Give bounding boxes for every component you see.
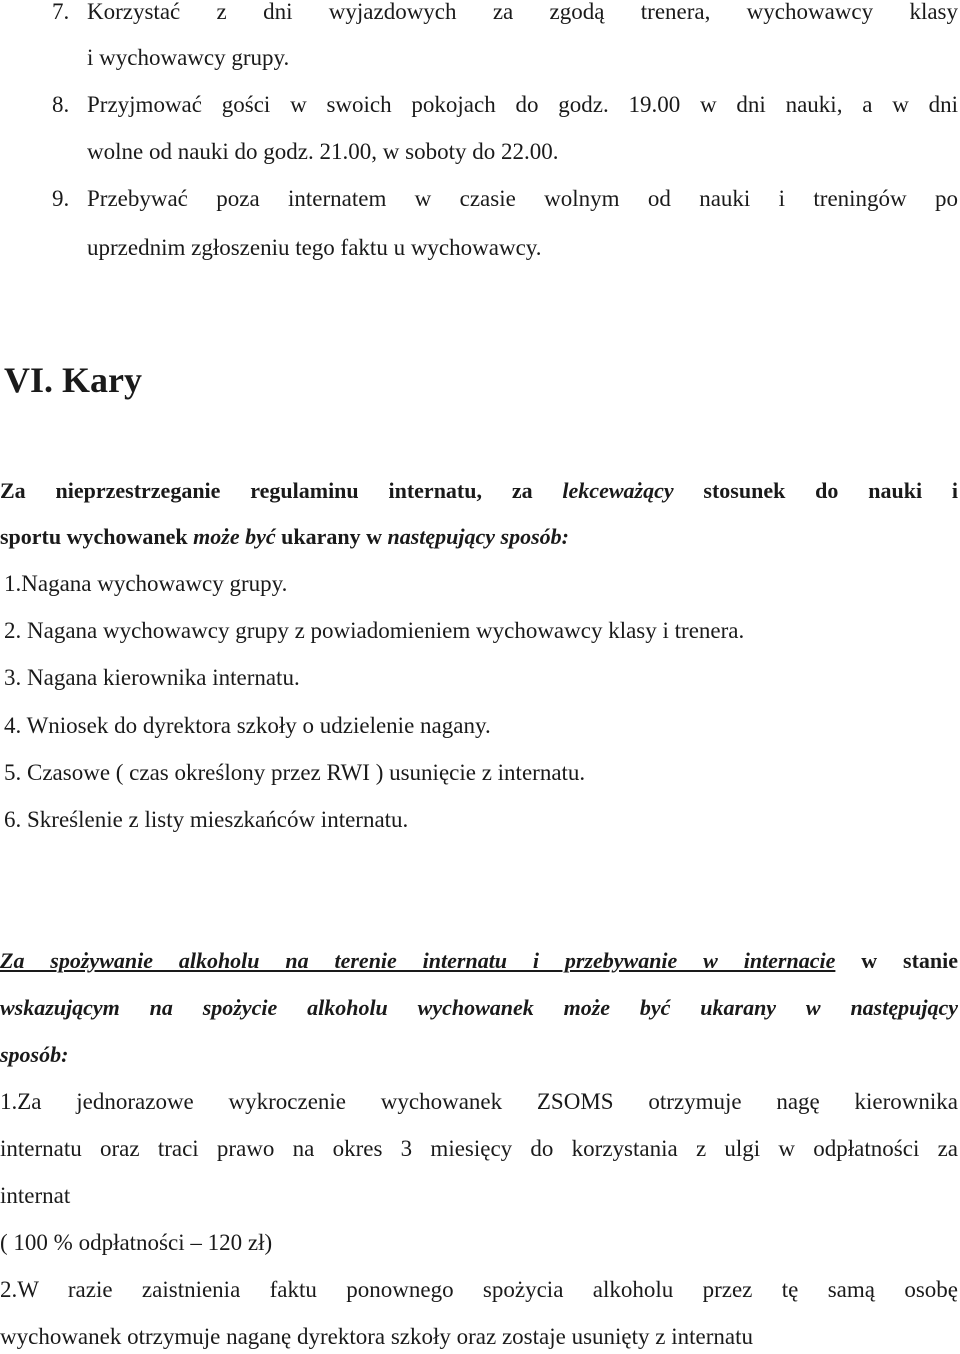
rule-8-line-1 xyxy=(52,91,958,119)
para1-l2-a: sportu wychowanek xyxy=(0,524,194,549)
para2-line-1 xyxy=(0,947,958,975)
para1-l1-b: lekceważący xyxy=(562,478,674,503)
penalty-4: 4. Wniosek do dyrektora szkoły o udzielenie nagany. xyxy=(4,713,491,738)
para1-l1-c: stosunek do nauki i xyxy=(673,478,958,503)
rule-9-text: Przebywać poza internatem w czasie wolnym od nauki i treningów po xyxy=(87,186,958,211)
para2-l1-b: w stanie xyxy=(835,948,959,973)
rule-9-number: 9. xyxy=(52,186,70,211)
penalty-3: 3. Nagana kierownika internatu. xyxy=(4,665,300,690)
para1-line-2 xyxy=(0,523,569,551)
rule-7-text: Korzystać z dni wyjazdowych za zgodą trenera, wychowawcy klasy xyxy=(87,0,958,24)
para1-l2-c: ukarany w xyxy=(275,524,388,549)
para1-l2-d: następujący sposób: xyxy=(387,524,569,549)
para2-line-2 xyxy=(0,994,958,1022)
penalty-5: 5. Czasowe ( czas określony przez RWI ) usunięcie z internatu. xyxy=(4,760,586,785)
alcohol-p1-line-2: internatu oraz traci prawo na okres 3 miesięcy do korzystania z ulgi w odpłatności za xyxy=(0,1136,958,1161)
alcohol-p2-line-1: 2.W razie zaistnienia faktu ponownego spożycia alkoholu przez tę samą osobę xyxy=(0,1277,958,1302)
para2-l1-a: Za spożywanie alkoholu na terenie internatu i przebywanie w internacie xyxy=(0,948,836,973)
alcohol-p1-line-4: ( 100 % odpłatności – 120 zł) xyxy=(0,1230,273,1255)
rule-8-text: Przyjmować gości w swoich pokojach do godz. 19.00 w dni nauki, a w dni xyxy=(87,92,958,117)
para2-l3: sposób: xyxy=(0,1042,69,1067)
section-heading: VI. Kary xyxy=(4,360,142,400)
rule-9-line-2: uprzednim zgłoszeniu tego faktu u wychowawcy. xyxy=(87,235,542,260)
penalty-2: 2. Nagana wychowawcy grupy z powiadomieniem wychowawcy klasy i trenera. xyxy=(4,618,745,643)
penalty-1: 1.Nagana wychowawcy grupy. xyxy=(4,571,288,596)
rule-7-line-2: i wychowawcy grupy. xyxy=(87,45,290,70)
alcohol-p2-line-2: wychowanek otrzymuje naganę dyrektora szkoły oraz zostaje usunięty z internatu xyxy=(0,1324,753,1349)
para2-l2: wskazującym na spożycie alkoholu wychowanek może być ukarany w następujący xyxy=(0,995,958,1020)
para1-l2-b: może być xyxy=(193,524,276,549)
penalty-6: 6. Skreślenie z listy mieszkańców internatu. xyxy=(4,807,409,832)
alcohol-p1-line-1: 1.Za jednorazowe wykroczenie wychowanek ZSOMS otrzymuje nagę kierownika xyxy=(0,1089,958,1114)
rule-7-line-1 xyxy=(52,0,958,26)
para1-l1-a: Za nieprzestrzeganie regulaminu internatu, za xyxy=(0,478,563,503)
rule-8-number: 8. xyxy=(52,92,70,117)
rule-9-line-1 xyxy=(52,185,958,213)
rule-8-line-2: wolne od nauki do godz. 21.00, w soboty do 22.00. xyxy=(87,139,559,164)
rule-7-number: 7. xyxy=(52,0,70,24)
para1-line-1 xyxy=(0,477,958,505)
para2-line-3 xyxy=(0,1041,68,1069)
alcohol-p1-line-3: internat xyxy=(0,1183,71,1208)
